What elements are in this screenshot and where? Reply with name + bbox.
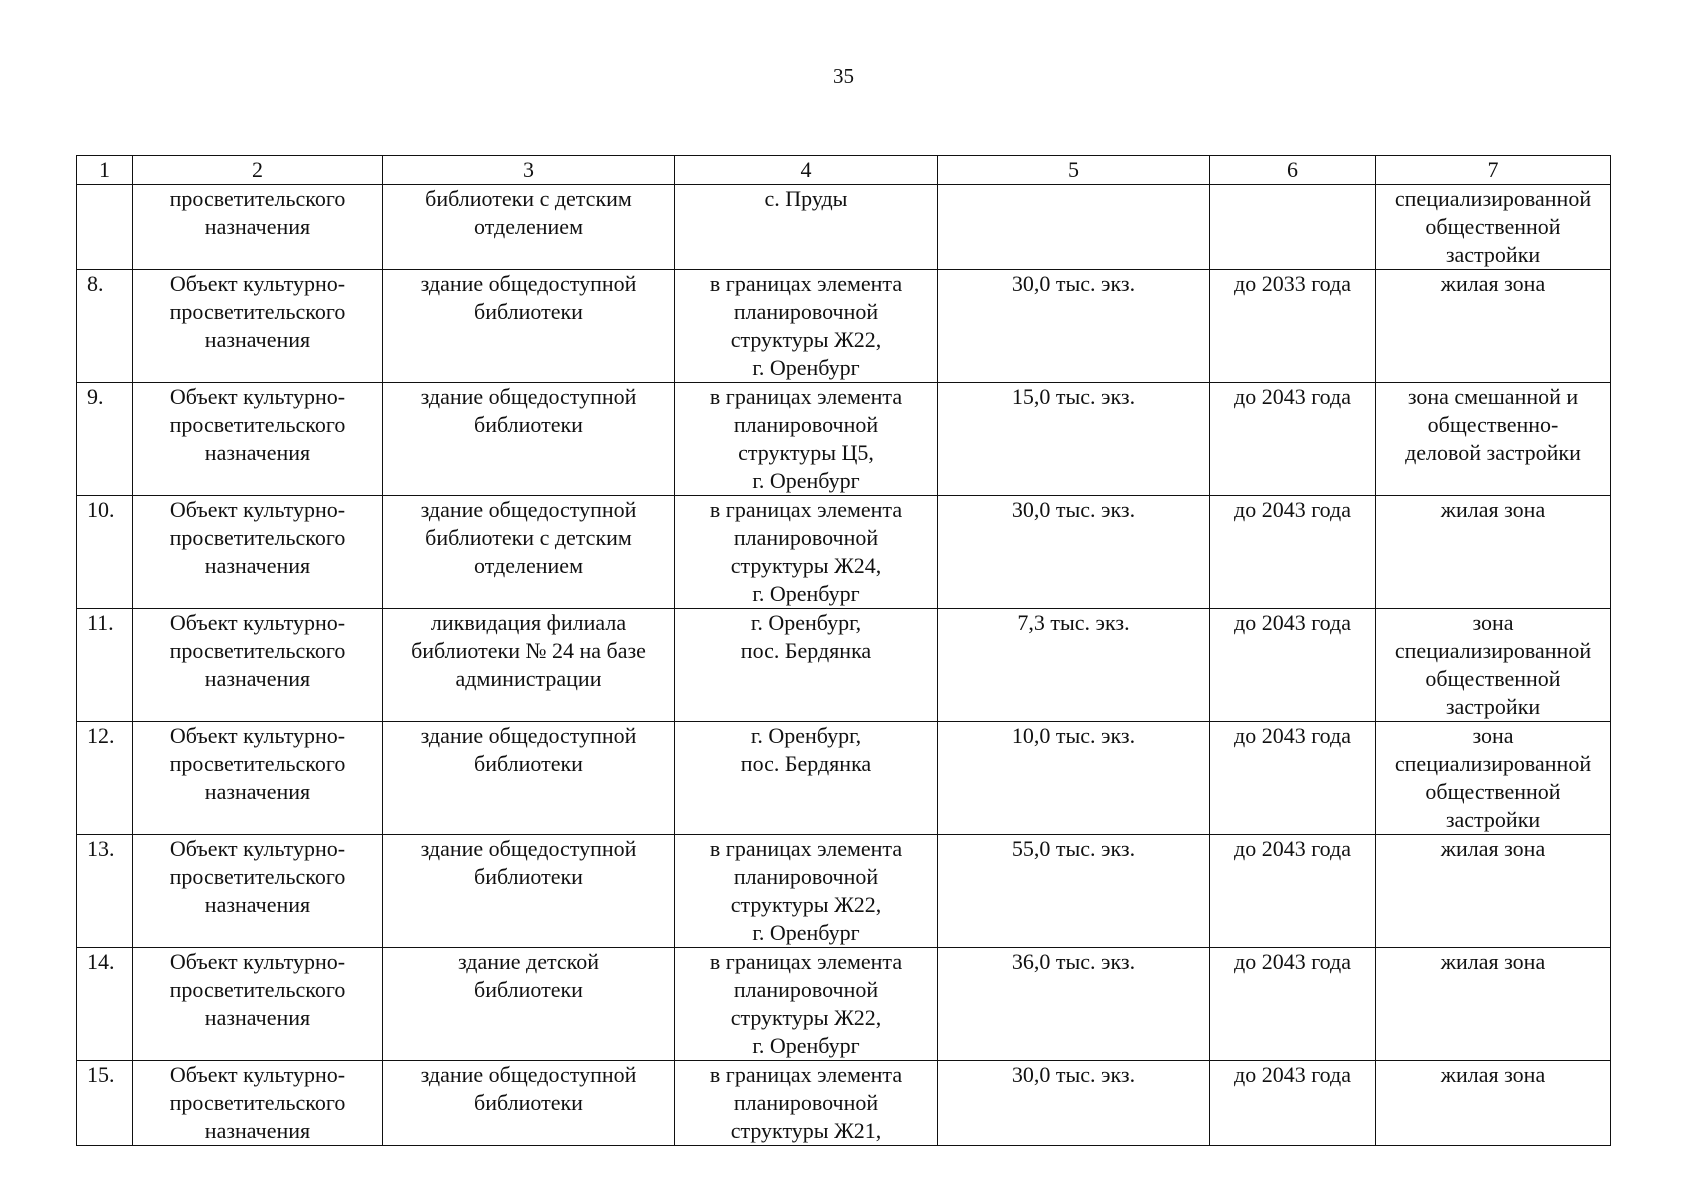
cell-zone: специализированной общественной застройки [1376,185,1611,270]
cell-location: г. Оренбург, пос. Бердянка [675,722,938,835]
cell-num: 8. [77,270,133,383]
header-col-4: 4 [675,156,938,185]
cell-name: Объект культурно- просветительского назначения [133,1061,383,1146]
cell-location: в границах элемента планировочной структуры Ж24, г. Оренбург [675,496,938,609]
cell-type: библиотеки с детским отделением [383,185,675,270]
cell-zone: жилая зона [1376,1061,1611,1146]
cell-capacity: 55,0 тыс. экз. [938,835,1210,948]
cell-zone: зона специализированной общественной застройки [1376,722,1611,835]
cell-zone: жилая зона [1376,270,1611,383]
cell-type: здание общедоступной библиотеки [383,383,675,496]
cell-location: в границах элемента планировочной структуры Ц5, г. Оренбург [675,383,938,496]
cell-term: до 2043 года [1210,835,1376,948]
table-row-continuation [77,185,1611,270]
cell-term: до 2043 года [1210,383,1376,496]
cell-type: здание общедоступной библиотеки [383,835,675,948]
objects-table [76,155,1611,1146]
cell-name: Объект культурно- просветительского назначения [133,835,383,948]
cell-type: здание общедоступной библиотеки [383,270,675,383]
table-row [77,609,1611,722]
cell-location: в границах элемента планировочной структуры Ж22, г. Оренбург [675,270,938,383]
table-row [77,1061,1611,1146]
cell-zone: жилая зона [1376,835,1611,948]
cell-term: до 2043 года [1210,948,1376,1061]
cell-location: в границах элемента планировочной структуры Ж22, г. Оренбург [675,835,938,948]
cell-location: с. Пруды [675,185,938,270]
cell-type: здание общедоступной библиотеки [383,722,675,835]
table-row [77,383,1611,496]
table-header [77,156,1611,185]
cell-term: до 2043 года [1210,1061,1376,1146]
cell-num: 13. [77,835,133,948]
cell-capacity: 7,3 тыс. экз. [938,609,1210,722]
cell-num: 10. [77,496,133,609]
cell-type: здание общедоступной библиотеки с детским отделением [383,496,675,609]
cell-num: 12. [77,722,133,835]
header-col-3: 3 [383,156,675,185]
table-row [77,722,1611,835]
page-number: 35 [833,64,854,88]
table-row [77,835,1611,948]
cell-num: 15. [77,1061,133,1146]
cell-type: здание детской библиотеки [383,948,675,1061]
cell-num [77,185,133,270]
cell-name: Объект культурно- просветительского назначения [133,496,383,609]
cell-capacity: 30,0 тыс. экз. [938,270,1210,383]
cell-name: просветительского назначения [133,185,383,270]
cell-location: в границах элемента планировочной структуры Ж21, [675,1061,938,1146]
cell-capacity: 15,0 тыс. экз. [938,383,1210,496]
table-body [77,185,1611,1146]
cell-term [1210,185,1376,270]
cell-term: до 2043 года [1210,609,1376,722]
cell-name: Объект культурно- просветительского назначения [133,948,383,1061]
cell-term: до 2043 года [1210,496,1376,609]
cell-num: 14. [77,948,133,1061]
cell-name: Объект культурно- просветительского назначения [133,383,383,496]
cell-zone: зона специализированной общественной застройки [1376,609,1611,722]
cell-capacity: 30,0 тыс. экз. [938,496,1210,609]
cell-name: Объект культурно- просветительского назначения [133,722,383,835]
cell-zone: жилая зона [1376,496,1611,609]
cell-type: ликвидация филиала библиотеки № 24 на базе администрации [383,609,675,722]
header-col-1: 1 [77,156,133,185]
header-row [77,156,1611,185]
cell-capacity [938,185,1210,270]
header-col-6: 6 [1210,156,1376,185]
cell-capacity: 30,0 тыс. экз. [938,1061,1210,1146]
cell-name: Объект культурно- просветительского назначения [133,270,383,383]
cell-capacity: 10,0 тыс. экз. [938,722,1210,835]
cell-num: 9. [77,383,133,496]
cell-zone: жилая зона [1376,948,1611,1061]
cell-capacity: 36,0 тыс. экз. [938,948,1210,1061]
cell-location: в границах элемента планировочной структуры Ж22, г. Оренбург [675,948,938,1061]
cell-location: г. Оренбург, пос. Бердянка [675,609,938,722]
cell-term: до 2043 года [1210,722,1376,835]
cell-name: Объект культурно- просветительского назначения [133,609,383,722]
cell-num: 11. [77,609,133,722]
header-col-5: 5 [938,156,1210,185]
table-row [77,270,1611,383]
cell-type: здание общедоступной библиотеки [383,1061,675,1146]
cell-zone: зона смешанной и общественно- деловой застройки [1376,383,1611,496]
table-row [77,948,1611,1061]
cell-term: до 2033 года [1210,270,1376,383]
header-col-7: 7 [1376,156,1611,185]
table-row [77,496,1611,609]
header-col-2: 2 [133,156,383,185]
